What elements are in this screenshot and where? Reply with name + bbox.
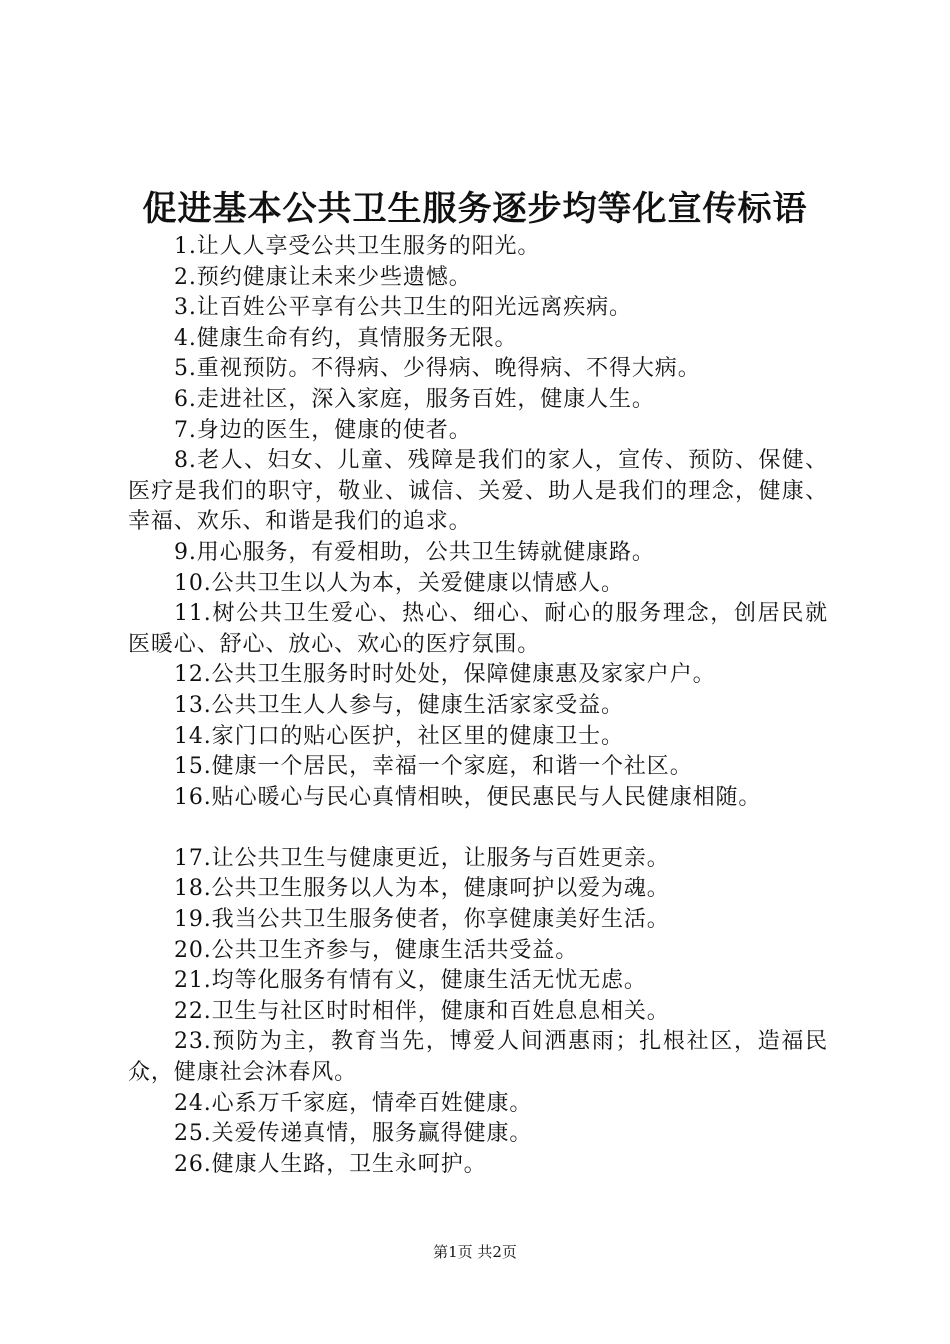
slogan-group-2 xyxy=(128,844,828,1181)
slogan-item: 21.均等化服务有情有义，健康生活无忧无虑。 xyxy=(174,968,647,994)
slogan-item: 11.树公共卫生爱心、热心、细心、耐心的服务理念，创居民就医暖心、舒心、放心、欢心的医疗氛围。 xyxy=(128,601,828,657)
slogan-item: 19.我当公共卫生服务使者，你享健康美好生活。 xyxy=(174,907,670,933)
document-title: 促进基本公共卫生服务逐步均等化宣传标语 xyxy=(142,189,808,229)
slogan-item: 18.公共卫生服务以人为本，健康呵护以爱为魂。 xyxy=(174,876,670,902)
slogan-item: 23.预防为主，教育当先，博爱人间洒惠雨；扎根社区，造福民众，健康社会沐春风。 xyxy=(128,1029,828,1086)
slogan-item: 24.心系万千家庭，情牵百姓健康。 xyxy=(174,1090,533,1116)
slogan-item: 14.家门口的贴心医护，社区里的健康卫士。 xyxy=(174,723,624,749)
slogan-item: 12.公共卫生服务时时处处，保障健康惠及家家户户。 xyxy=(174,662,716,688)
slogan-item: 9.用心服务，有爱相助，公共卫生铸就健康路。 xyxy=(174,539,655,565)
slogan-item: 13.公共卫生人人参与，健康生活家家受益。 xyxy=(174,692,624,718)
slogan-item: 3.让百姓公平享有公共卫生的阳光远离疾病。 xyxy=(174,295,632,321)
slogan-item: 22.卫生与社区时时相伴，健康和百姓息息相关。 xyxy=(174,998,670,1024)
slogan-item: 1.让人人享受公共卫生服务的阳光。 xyxy=(174,234,541,259)
slogan-group-1 xyxy=(128,232,828,813)
slogan-item: 20.公共卫生齐参与，健康生活共受益。 xyxy=(174,937,579,963)
slogan-item: 15.健康一个居民，幸福一个家庭，和谐一个社区。 xyxy=(174,754,693,780)
slogan-item: 10.公共卫生以人为本，关爱健康以情感人。 xyxy=(174,570,624,596)
slogan-item: 2.预约健康让未来少些遗憾。 xyxy=(174,264,472,290)
slogan-item: 4.健康生命有约，真情服务无限。 xyxy=(174,325,518,351)
page-footer: 第1页 共2页 xyxy=(433,1243,517,1261)
slogan-item: 26.健康人生路，卫生永呵护。 xyxy=(174,1151,487,1177)
slogan-item: 16.贴心暖心与民心真情相映，便民惠民与人民健康相随。 xyxy=(174,784,762,810)
blank-line xyxy=(128,813,828,844)
slogan-item: 6.走进社区，深入家庭，服务百姓，健康人生。 xyxy=(174,386,655,412)
slogan-item: 25.关爱传递真情，服务赢得健康。 xyxy=(174,1121,533,1147)
slogan-item: 5.重视预防。不得病、少得病、晚得病、不得大病。 xyxy=(174,356,701,382)
slogan-list xyxy=(128,232,828,1180)
slogan-item: 7.身边的医生，健康的使者。 xyxy=(174,417,472,443)
slogan-item: 8.老人、妇女、儿童、残障是我们的家人，宣传、预防、保健、医疗是我们的职守，敬业、诚信、关爱、助人是我们的理念，健康、幸福、欢乐、和谐是我们的追求。 xyxy=(128,448,828,535)
slogan-item: 17.让公共卫生与健康更近，让服务与百姓更亲。 xyxy=(174,845,670,871)
